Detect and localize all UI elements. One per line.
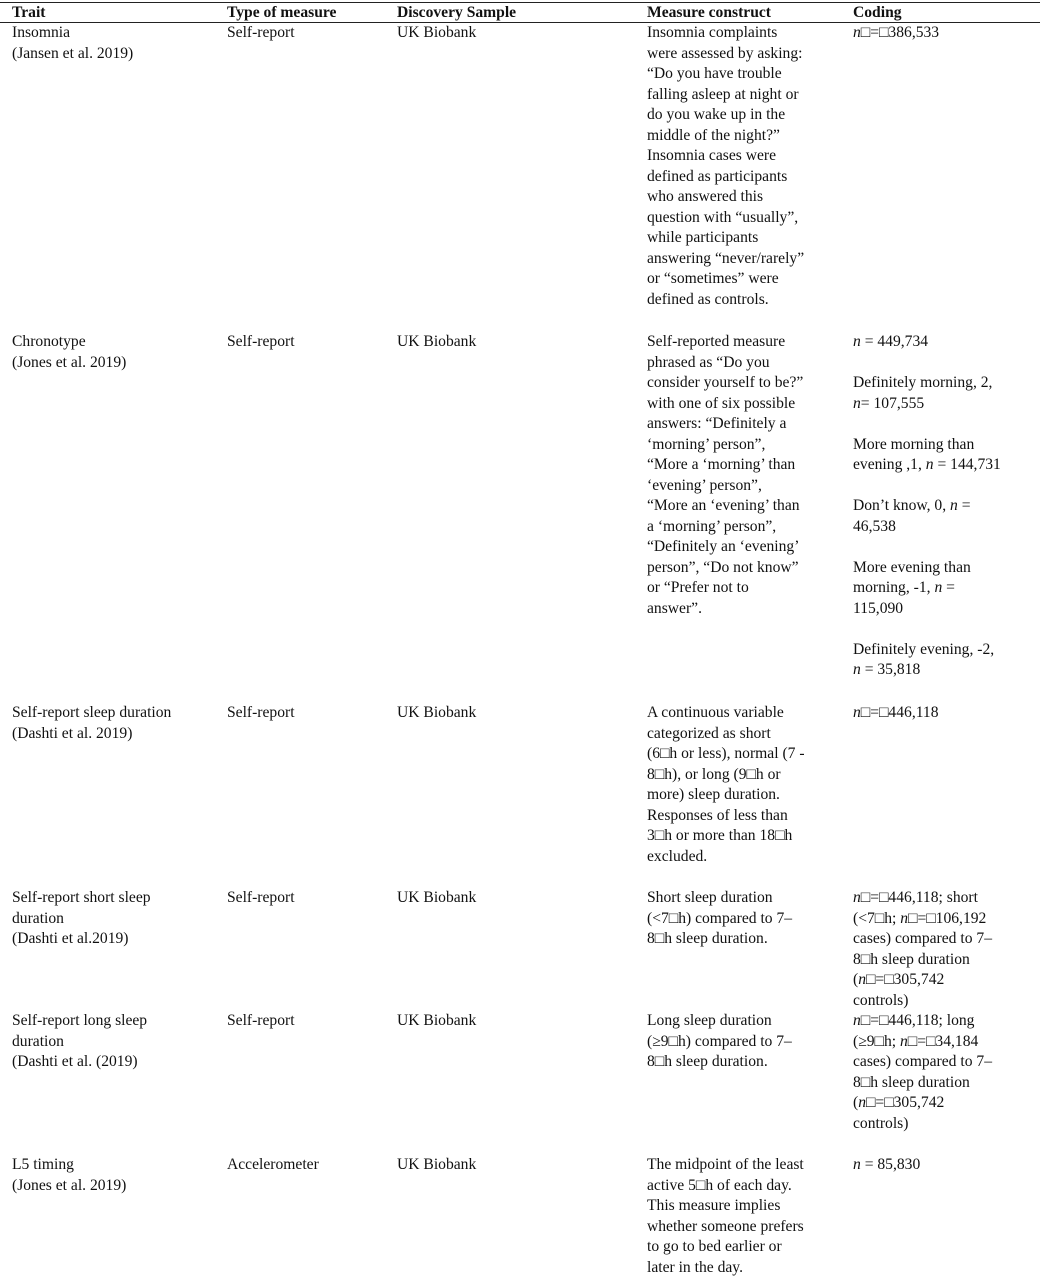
cell-line: 3□h or more than 18□h	[647, 827, 793, 844]
header-type-of-measure: Type of measure	[227, 4, 337, 21]
cell-line: middle of the night?”	[647, 126, 780, 144]
type-of-measure-cell: Self-report	[227, 24, 295, 41]
coding-line	[853, 640, 1033, 661]
coding-cell	[853, 23, 1033, 44]
coding-text: □=□34,184	[907, 1032, 979, 1050]
paragraph-gap	[853, 476, 1033, 497]
coding-text: =	[957, 497, 971, 514]
measure-construct-cell	[647, 1011, 843, 1073]
measure-construct-cell	[647, 23, 843, 310]
cell-line: active 5□h of each day.	[647, 1176, 792, 1194]
header-trait: Trait	[12, 4, 46, 21]
cell-line: (≥9□h) compared to 7–	[647, 1032, 792, 1050]
discovery-sample-cell: UK Biobank	[397, 889, 477, 906]
coding-text: evening ,1,	[853, 456, 926, 473]
coding-line	[853, 909, 1033, 930]
coding-text: =	[942, 579, 955, 596]
cell-line: Self-reported measure	[647, 333, 786, 350]
sample-size-symbol: n	[900, 1032, 908, 1050]
coding-line	[853, 599, 1033, 620]
cell-line: Responses of less than	[647, 806, 788, 824]
coding-line	[853, 1114, 1033, 1135]
paragraph-gap	[853, 537, 1033, 558]
coding-line	[853, 1052, 1033, 1073]
coding-line	[853, 578, 1033, 599]
cell-line: (Jones et al. 2019)	[12, 353, 127, 371]
sample-size-symbol: n	[853, 661, 861, 678]
sample-size-symbol: n	[858, 1094, 866, 1111]
coding-text: (	[853, 1094, 859, 1111]
cell-line: excluded.	[647, 847, 708, 865]
cell-line: were assessed by asking:	[647, 44, 803, 62]
coding-line	[853, 950, 1033, 971]
sample-size-symbol: n	[853, 1012, 861, 1029]
cell-line: Insomnia	[12, 24, 71, 41]
coding-text: = 144,731	[933, 456, 1001, 473]
cell-line: later in the day.	[647, 1258, 743, 1276]
discovery-sample-cell: UK Biobank	[397, 1012, 477, 1029]
coding-text: controls)	[853, 991, 909, 1009]
cell-line: L5 timing	[12, 1156, 74, 1173]
coding-cell	[853, 1011, 1033, 1134]
type-of-measure-cell: Accelerometer	[227, 1156, 319, 1173]
coding-text: (<7□h;	[853, 909, 901, 927]
cell-line: Short sleep duration	[647, 889, 773, 906]
cell-line: (Dashti et al. (2019)	[12, 1053, 138, 1070]
cell-line: Chronotype	[12, 333, 86, 350]
cell-line: Self-report sleep duration	[12, 704, 172, 721]
coding-text: □=□305,742	[866, 1094, 945, 1111]
cell-line: This measure implies	[647, 1197, 781, 1214]
measure-construct-cell	[647, 888, 843, 950]
cell-line: person”, “Do not know”	[647, 558, 799, 576]
cell-line: “Definitely an ‘evening’	[647, 538, 800, 555]
cell-line: ‘evening’ person”,	[647, 476, 762, 494]
coding-text: 115,090	[853, 599, 904, 617]
paragraph-gap	[853, 414, 1033, 435]
cell-line: duration	[12, 1032, 64, 1050]
coding-line	[853, 660, 1033, 681]
cell-line: Insomnia cases were	[647, 147, 777, 164]
sample-size-symbol: n	[853, 704, 861, 721]
coding-text: □=□386,533	[860, 24, 940, 41]
cell-line: question with “usually”,	[647, 208, 799, 226]
header-measure-construct: Measure construct	[647, 4, 771, 21]
coding-text: (	[853, 971, 859, 988]
coding-text: Definitely morning, 2,	[853, 374, 993, 391]
coding-line	[853, 435, 1033, 456]
sample-size-symbol: n	[853, 394, 861, 412]
type-of-measure-cell: Self-report	[227, 704, 295, 721]
trait-cell	[12, 23, 217, 64]
cell-line: defined as participants	[647, 167, 788, 185]
coding-line	[853, 558, 1033, 579]
cell-line: (Jones et al. 2019)	[12, 1176, 127, 1194]
discovery-sample-cell: UK Biobank	[397, 333, 477, 350]
measure-construct-cell	[647, 1155, 843, 1278]
type-of-measure-cell: Self-report	[227, 1012, 295, 1029]
trait-cell	[12, 332, 217, 373]
coding-text: Don’t know, 0,	[853, 497, 951, 514]
cell-line: 8□h sleep duration.	[647, 1053, 768, 1070]
coding-line	[853, 991, 1033, 1012]
sample-size-symbol: n	[853, 889, 861, 906]
coding-text: □=□446,118; long	[860, 1012, 975, 1029]
discovery-sample-cell: UK Biobank	[397, 704, 477, 721]
cell-line: 8□h sleep duration.	[647, 930, 768, 947]
cell-line: more) sleep duration.	[647, 786, 780, 803]
discovery-sample-cell: UK Biobank	[397, 24, 477, 41]
coding-line	[853, 373, 1033, 394]
coding-cell	[853, 1155, 1033, 1176]
cell-line: with one of six possible	[647, 394, 796, 412]
sample-size-symbol: n	[858, 971, 866, 988]
coding-line	[853, 394, 1033, 415]
sample-size-symbol: n	[934, 579, 943, 596]
cell-line: to go to bed earlier or	[647, 1238, 782, 1255]
coding-line	[853, 970, 1033, 991]
coding-line	[853, 929, 1033, 950]
cell-line: The midpoint of the least	[647, 1156, 804, 1173]
cell-line: answer”.	[647, 599, 702, 617]
type-of-measure-cell: Self-report	[227, 889, 295, 906]
cell-line: who answered this	[647, 188, 764, 205]
coding-line	[853, 517, 1033, 538]
coding-line	[853, 455, 1033, 476]
cell-line: or “Prefer not to	[647, 579, 749, 596]
coding-line	[853, 703, 1033, 724]
coding-line	[853, 496, 1033, 517]
coding-text: (≥9□h;	[853, 1032, 900, 1050]
cell-line: (Dashti et al. 2019)	[12, 724, 133, 742]
cell-line: answers: “Definitely a	[647, 415, 787, 432]
coding-text: 8□h sleep duration	[853, 950, 970, 968]
cell-line: Self-report short sleep	[12, 889, 151, 906]
trait-cell	[12, 1011, 217, 1073]
coding-text: = 449,734	[860, 333, 929, 350]
sample-size-symbol: n	[950, 497, 958, 514]
sample-size-symbol: n	[853, 333, 861, 350]
coding-text: 8□h sleep duration	[853, 1073, 970, 1091]
cell-line: or “sometimes” were	[647, 270, 779, 287]
coding-text: □=□106,192	[908, 909, 987, 927]
coding-text: □=□305,742	[866, 971, 945, 988]
coding-line	[853, 1073, 1033, 1094]
coding-text: More evening than	[853, 558, 971, 576]
cell-line: ‘morning’ person”,	[647, 435, 766, 453]
coding-cell	[853, 703, 1033, 724]
coding-line	[853, 1011, 1033, 1032]
coding-line	[853, 888, 1033, 909]
coding-line	[853, 332, 1033, 353]
coding-text: controls)	[853, 1114, 909, 1132]
cell-line: consider yourself to be?”	[647, 374, 804, 391]
header-coding: Coding	[853, 4, 902, 21]
trait-cell	[12, 1155, 217, 1196]
cell-line: (6□h or less), normal (7 -	[647, 745, 805, 762]
cell-line: duration	[12, 909, 64, 927]
coding-text: □=□446,118	[860, 704, 939, 721]
coding-text: More morning than	[853, 435, 975, 453]
coding-text: = 85,830	[860, 1156, 921, 1173]
sample-size-symbol: n	[853, 24, 861, 41]
coding-cell	[853, 888, 1033, 1011]
paragraph-gap	[853, 353, 1033, 374]
cell-line: (<7□h) compared to 7–	[647, 909, 793, 927]
coding-text: cases) compared to 7–	[853, 1053, 992, 1070]
sample-size-symbol: n	[853, 1156, 861, 1173]
measure-construct-cell	[647, 332, 843, 619]
coding-line	[853, 1155, 1033, 1176]
cell-line: “More a ‘morning’ than	[647, 456, 796, 473]
paragraph-gap	[853, 619, 1033, 640]
cell-line: A continuous variable	[647, 704, 784, 721]
coding-line	[853, 23, 1033, 44]
header-discovery-sample: Discovery Sample	[397, 4, 517, 21]
cell-line: while participants	[647, 229, 759, 246]
cell-line: whether someone prefers	[647, 1217, 804, 1235]
trait-cell	[12, 703, 217, 744]
coding-text: morning, -1,	[853, 579, 935, 596]
coding-text: Definitely evening, -2,	[853, 640, 995, 658]
type-of-measure-cell: Self-report	[227, 333, 295, 350]
coding-text: = 107,555	[860, 394, 925, 412]
sample-size-symbol: n	[900, 909, 909, 927]
cell-line: a ‘morning’ person”,	[647, 517, 777, 535]
cell-line: do you wake up in the	[647, 106, 786, 123]
coding-line	[853, 1032, 1033, 1053]
coding-text: □=□446,118; short	[860, 889, 978, 906]
trait-cell	[12, 888, 217, 950]
cell-line: Long sleep duration	[647, 1012, 772, 1029]
cell-line: categorized as short	[647, 724, 771, 742]
coding-text: 46,538	[853, 517, 896, 535]
cell-line: falling asleep at night or	[647, 85, 799, 103]
cell-line: defined as controls.	[647, 290, 769, 308]
discovery-sample-cell: UK Biobank	[397, 1156, 477, 1173]
cell-line: (Dashti et al.2019)	[12, 930, 129, 947]
coding-text: = 35,818	[860, 661, 921, 678]
cell-line: 8□h), or long (9□h or	[647, 765, 781, 783]
sample-size-symbol: n	[925, 456, 934, 473]
cell-line: phrased as “Do you	[647, 353, 770, 371]
cell-line: “More an ‘evening’ than	[647, 497, 800, 514]
cell-line: answering “never/rarely”	[647, 249, 805, 267]
cell-line: (Jansen et al. 2019)	[12, 44, 134, 62]
cell-line: “Do you have trouble	[647, 65, 782, 82]
coding-text: cases) compared to 7–	[853, 930, 992, 947]
measure-construct-cell	[647, 703, 843, 867]
cell-line: Self-report long sleep	[12, 1012, 148, 1029]
coding-cell	[853, 332, 1033, 681]
coding-line	[853, 1093, 1033, 1114]
cell-line: Insomnia complaints	[647, 24, 778, 41]
